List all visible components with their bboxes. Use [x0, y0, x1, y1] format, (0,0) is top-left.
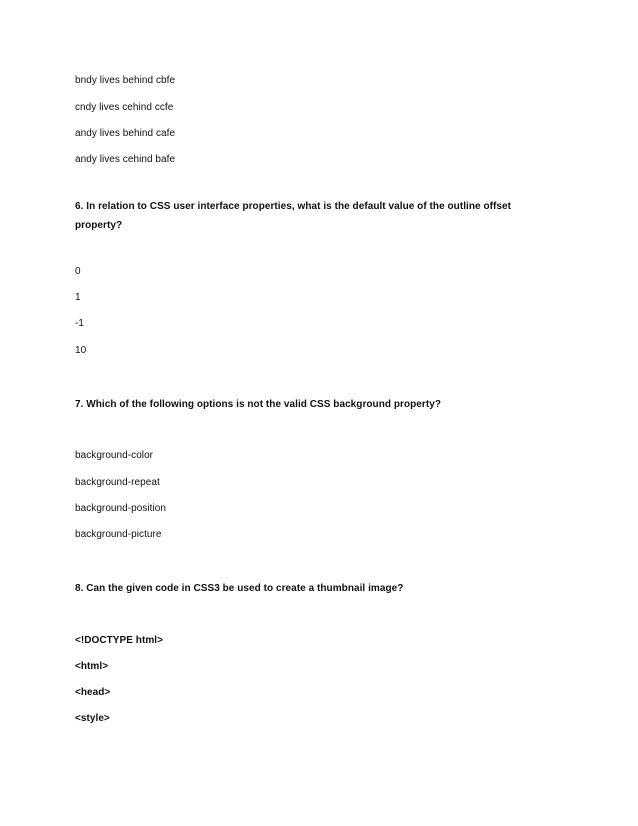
q8-code-line-1: <!DOCTYPE html> — [75, 635, 163, 646]
prev-option-3: andy lives behind cafe — [75, 128, 176, 139]
q7-option-3: background-position — [75, 503, 167, 514]
q6-option-4: 10 — [75, 345, 87, 356]
q7-option-4: background-picture — [75, 529, 162, 540]
q8-code-line-3: <head> — [75, 687, 111, 698]
q7-option-1: background-color — [75, 450, 154, 461]
q6-option-3: -1 — [75, 318, 84, 329]
q8-code-line-4: <style> — [75, 713, 110, 724]
prev-option-4: andy lives cehind bafe — [75, 154, 176, 165]
q6-option-1: 0 — [75, 266, 81, 277]
question-8: 8. Can the given code in CSS3 be used to create a thumbnail image? — [75, 583, 404, 594]
q7-option-2: background-repeat — [75, 477, 160, 488]
prev-option-1: bndy lives behind cbfe — [75, 75, 176, 86]
question-7: 7. Which of the following options is not the valid CSS background property? — [75, 399, 441, 410]
prev-option-2: cndy lives cehind ccfe — [75, 102, 174, 113]
q6-option-2: 1 — [75, 292, 81, 303]
q8-code-line-2: <html> — [75, 661, 109, 672]
question-6: 6. In relation to CSS user interface properties, what is the default value of the outline offset property? — [75, 201, 511, 231]
